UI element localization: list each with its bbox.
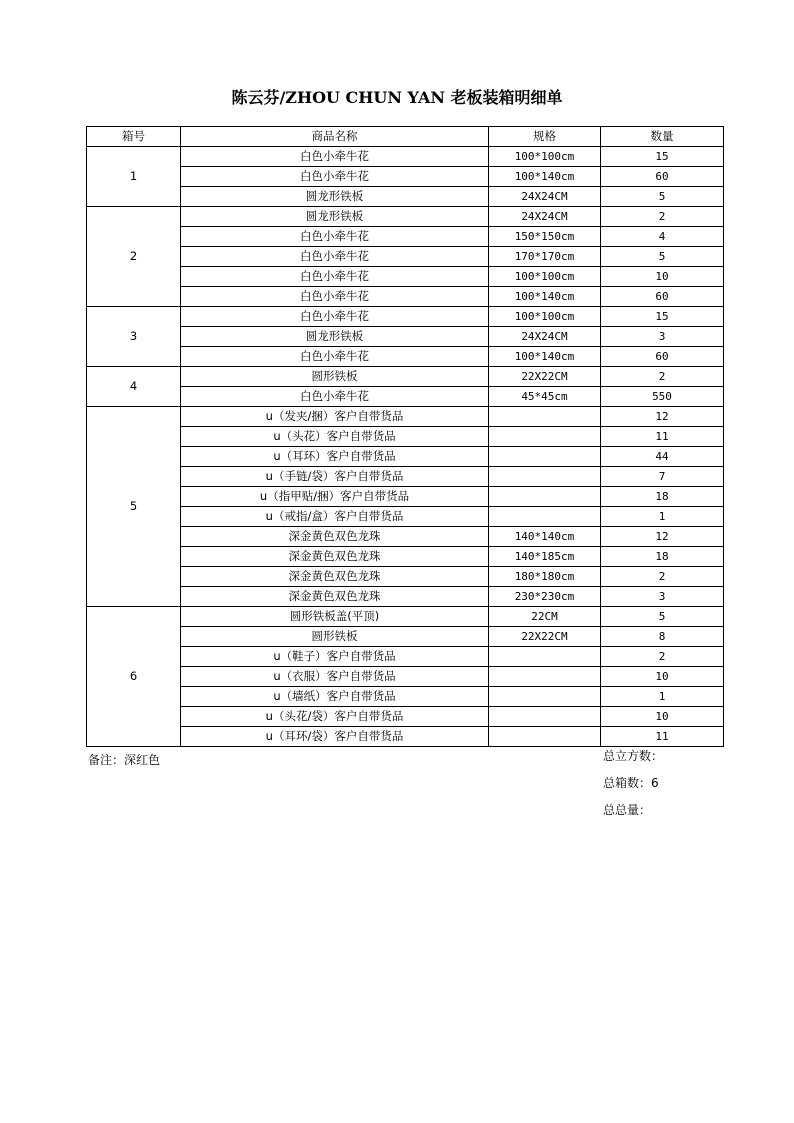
quantity-cell: 2 [601, 647, 724, 667]
box-number-cell: 2 [87, 207, 181, 307]
spec-cell [489, 647, 601, 667]
total-volume-label: 总立方数： [603, 749, 664, 763]
product-name-cell: u（指甲贴/捆）客户自带货品 [181, 487, 489, 507]
product-name-cell: 白色小牵牛花 [181, 347, 489, 367]
quantity-cell: 3 [601, 587, 724, 607]
table-row [87, 407, 724, 427]
table-row [87, 667, 724, 687]
spec-cell [489, 467, 601, 487]
quantity-cell: 1 [601, 687, 724, 707]
product-name-cell: 白色小牵牛花 [181, 247, 489, 267]
product-name-cell: 深金黄色双色龙珠 [181, 547, 489, 567]
box-number-cell: 3 [87, 307, 181, 367]
spec-cell [489, 487, 601, 507]
spec-cell [489, 727, 601, 747]
header-box-no: 箱号 [87, 127, 181, 147]
quantity-cell: 5 [601, 607, 724, 627]
table-row [87, 627, 724, 647]
product-name-cell: 白色小牵牛花 [181, 267, 489, 287]
product-name-cell: u（耳环）客户自带货品 [181, 447, 489, 467]
quantity-cell: 5 [601, 247, 724, 267]
table-row [87, 247, 724, 267]
product-name-cell: 白色小牵牛花 [181, 307, 489, 327]
quantity-cell: 2 [601, 207, 724, 227]
totals-block [603, 748, 663, 829]
product-name-cell: u（头花）客户自带货品 [181, 427, 489, 447]
spec-cell: 100*100cm [489, 267, 601, 287]
quantity-cell: 12 [601, 527, 724, 547]
spec-cell: 100*100cm [489, 147, 601, 167]
total-boxes-label: 总箱数：6 [603, 776, 659, 790]
table-row [87, 367, 724, 387]
quantity-cell: 60 [601, 167, 724, 187]
spec-cell: 170*170cm [489, 247, 601, 267]
spec-cell: 100*140cm [489, 167, 601, 187]
table-row [87, 227, 724, 247]
table-row [87, 647, 724, 667]
table-row [87, 707, 724, 727]
table-row [87, 307, 724, 327]
spec-cell: 22X22CM [489, 367, 601, 387]
header-spec: 规格 [489, 127, 601, 147]
quantity-cell: 8 [601, 627, 724, 647]
product-name-cell: 白色小牵牛花 [181, 147, 489, 167]
spec-cell: 180*180cm [489, 567, 601, 587]
quantity-cell: 5 [601, 187, 724, 207]
product-name-cell: 深金黄色双色龙珠 [181, 567, 489, 587]
product-name-cell: 白色小牵牛花 [181, 387, 489, 407]
box-number-cell: 6 [87, 607, 181, 747]
spec-cell [489, 687, 601, 707]
spec-cell [489, 447, 601, 467]
spec-cell: 140*140cm [489, 527, 601, 547]
product-name-cell: 白色小牵牛花 [181, 227, 489, 247]
header-quantity: 数量 [601, 127, 724, 147]
quantity-cell: 15 [601, 147, 724, 167]
document-title: 陈云芬/ZHOU CHUN YAN 老板装箱明细单 [231, 88, 563, 107]
product-name-cell: u（墙纸）客户自带货品 [181, 687, 489, 707]
spec-cell [489, 707, 601, 727]
table-row [87, 567, 724, 587]
spec-cell: 100*100cm [489, 307, 601, 327]
quantity-cell: 2 [601, 367, 724, 387]
product-name-cell: u（手链/袋）客户自带货品 [181, 467, 489, 487]
spec-cell: 24X24CM [489, 187, 601, 207]
product-name-cell: 圆龙形铁板 [181, 327, 489, 347]
product-name-cell: 圆形铁板 [181, 627, 489, 647]
quantity-cell: 2 [601, 567, 724, 587]
table-row [87, 587, 724, 607]
quantity-cell: 18 [601, 487, 724, 507]
table-row [87, 447, 724, 467]
table-row [87, 187, 724, 207]
box-number-cell: 5 [87, 407, 181, 607]
spec-cell: 230*230cm [489, 587, 601, 607]
spec-cell [489, 667, 601, 687]
product-name-cell: u（耳环/袋）客户自带货品 [181, 727, 489, 747]
quantity-cell: 15 [601, 307, 724, 327]
product-name-cell: 深金黄色双色龙珠 [181, 587, 489, 607]
product-name-cell: 白色小牵牛花 [181, 287, 489, 307]
box-number-cell: 1 [87, 147, 181, 207]
quantity-cell: 11 [601, 427, 724, 447]
header-product-name: 商品名称 [181, 127, 489, 147]
total-weight-label: 总总量： [603, 803, 652, 817]
spec-cell: 22CM [489, 607, 601, 627]
product-name-cell: 圆形铁板 [181, 367, 489, 387]
product-name-cell: 圆龙形铁板 [181, 187, 489, 207]
product-name-cell: 圆龙形铁板 [181, 207, 489, 227]
quantity-cell: 60 [601, 347, 724, 367]
quantity-cell: 10 [601, 267, 724, 287]
product-name-cell: u（戒指/盒）客户自带货品 [181, 507, 489, 527]
packing-list-table [86, 126, 724, 747]
spec-cell: 22X22CM [489, 627, 601, 647]
header-row [87, 127, 724, 147]
quantity-cell: 10 [601, 707, 724, 727]
quantity-cell: 18 [601, 547, 724, 567]
spec-cell: 24X24CM [489, 207, 601, 227]
table-row [87, 347, 724, 367]
table-row [87, 387, 724, 407]
spec-cell [489, 427, 601, 447]
box-number-cell: 4 [87, 367, 181, 407]
quantity-cell: 60 [601, 287, 724, 307]
table-row [87, 507, 724, 527]
table-row [87, 727, 724, 747]
table-row [87, 147, 724, 167]
product-name-cell: 深金黄色双色龙珠 [181, 527, 489, 547]
spec-cell: 100*140cm [489, 347, 601, 367]
table-body [87, 147, 724, 747]
product-name-cell: 圆形铁板盖(平顶) [181, 607, 489, 627]
table-row [87, 527, 724, 547]
table-row [87, 427, 724, 447]
product-name-cell: u（鞋子）客户自带货品 [181, 647, 489, 667]
table-row [87, 207, 724, 227]
spec-cell [489, 407, 601, 427]
spec-cell: 100*140cm [489, 287, 601, 307]
remark-note: 备注：深红色 [88, 753, 161, 767]
spec-cell: 24X24CM [489, 327, 601, 347]
product-name-cell: 白色小牵牛花 [181, 167, 489, 187]
quantity-cell: 44 [601, 447, 724, 467]
table-row [87, 687, 724, 707]
quantity-cell: 3 [601, 327, 724, 347]
product-name-cell: u（发夹/捆）客户自带货品 [181, 407, 489, 427]
spec-cell: 150*150cm [489, 227, 601, 247]
quantity-cell: 10 [601, 667, 724, 687]
quantity-cell: 550 [601, 387, 724, 407]
table-row [87, 547, 724, 567]
quantity-cell: 7 [601, 467, 724, 487]
quantity-cell: 4 [601, 227, 724, 247]
quantity-cell: 11 [601, 727, 724, 747]
spec-cell: 140*185cm [489, 547, 601, 567]
spec-cell [489, 507, 601, 527]
quantity-cell: 12 [601, 407, 724, 427]
table-row [87, 327, 724, 347]
product-name-cell: u（衣服）客户自带货品 [181, 667, 489, 687]
table-row [87, 267, 724, 287]
quantity-cell: 1 [601, 507, 724, 527]
table-row [87, 487, 724, 507]
table-row [87, 287, 724, 307]
table-row [87, 607, 724, 627]
table-row [87, 467, 724, 487]
product-name-cell: u（头花/袋）客户自带货品 [181, 707, 489, 727]
spec-cell: 45*45cm [489, 387, 601, 407]
table-row [87, 167, 724, 187]
